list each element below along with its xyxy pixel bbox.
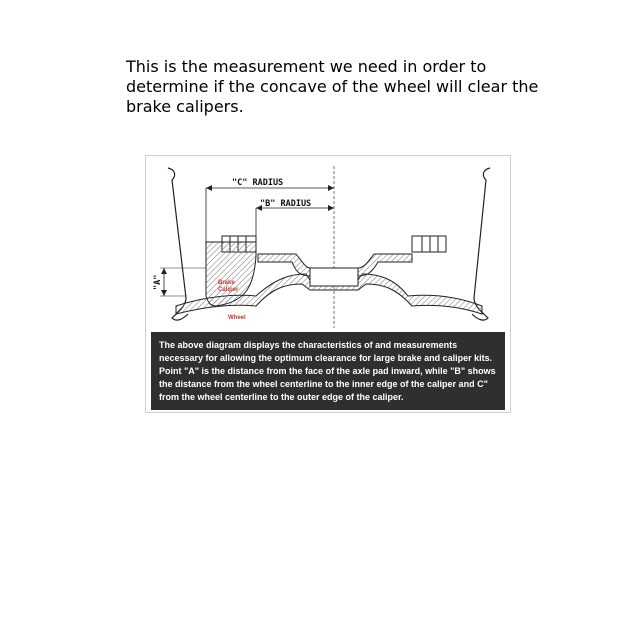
c-radius-label: "C" RADIUS <box>232 178 284 188</box>
a-dimension-label: "A" <box>153 274 163 290</box>
wheel-cross-section-diagram <box>146 156 510 332</box>
right-bracket <box>412 236 446 252</box>
caliper-label-line1: Brake <box>218 280 235 286</box>
wheel-label: Wheel <box>228 315 246 321</box>
left-rim <box>168 168 188 320</box>
hub-center <box>310 268 358 286</box>
right-rim <box>472 168 490 320</box>
wheel-clearance-figure <box>145 155 511 413</box>
caliper-label-line2: Caliper <box>218 287 239 293</box>
diagram-caption: The above diagram displays the characteristics of and measurements necessary for allowing the optimum clearance for large brake and caliper kits. Point "A" is the distance from the face of the axle pad inward, while "B" shows the distance from the wheel centerline to the inner edge of the caliper and C" from the wheel centerline to the outer edge of the caliper. <box>151 332 505 410</box>
b-radius-label: "B" RADIUS <box>260 199 312 209</box>
intro-text: This is the measurement we need in order to determine if the concave of the wheel will clear the brake calipers. <box>126 57 539 116</box>
